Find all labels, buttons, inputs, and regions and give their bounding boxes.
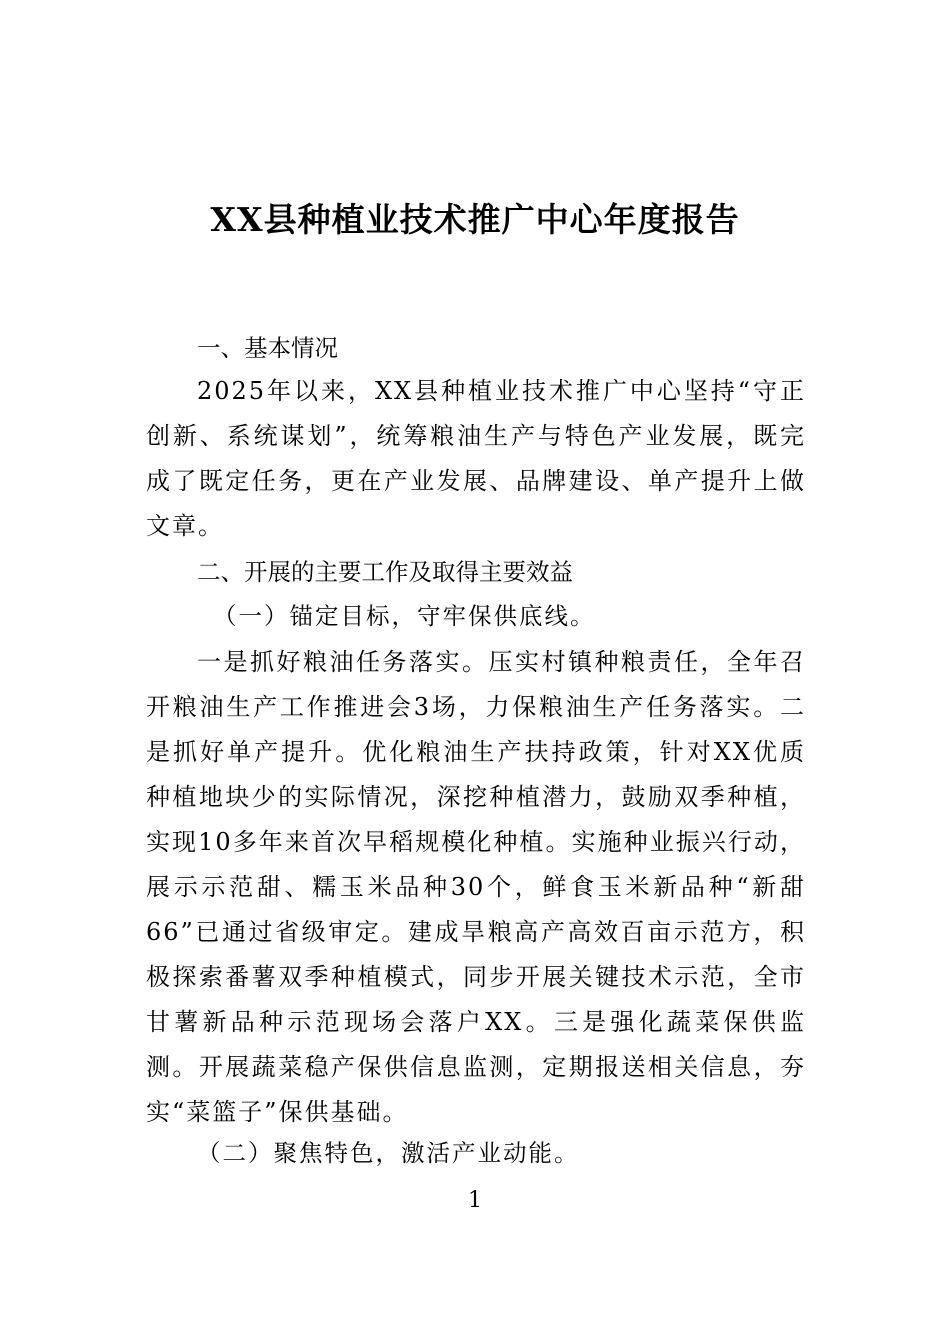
paragraph-targets: 一是抓好粮油任务落实。压实村镇种粮责任，全年召开粮油生产工作推进会3场，力保粮油生产任务落实。二是抓好单产提升。优化粮油生产扶持政策，针对XX优质种植地块少的实际情况，深挖种植潜力，鼓励双季种植，实现10多年来首次早稻规模化种植。实施种业振兴行动，展示示范甜、糯玉米品种30个，鲜食玉米新品种“新甜66”已通过省级审定。建成旱粮高产高效百亩示范方，积极探索番薯双季种植模式，同步开展关键技术示范，全市甘薯新品种示范现场会落户XX。三是强化蔬菜保供监测。开展蔬菜稳产保供信息监测，定期报送相关信息，夯实“菜篮子”保供基础。 <box>146 648 806 1126</box>
document-title: XX县种植业技术推广中心年度报告 <box>210 200 740 239</box>
paragraph-basic-situation: 2025年以来，XX县种植业技术推广中心坚持“守正创新、系统谋划”，统筹粮油生产与特色产业发展，既完成了既定任务，更在产业发展、品牌建设、单产提升上做文章。 <box>146 377 806 540</box>
section-basic-situation-body <box>146 369 806 549</box>
page-number: 1 <box>468 1188 482 1213</box>
subsection-targets-body <box>146 640 806 1135</box>
subsection-heading-targets: （一）锚定目标，守牢保供底线。 <box>213 602 596 630</box>
section-heading-basic-situation: 一、基本情况 <box>197 334 338 362</box>
section-heading-main-work: 二、开展的主要工作及取得主要效益 <box>197 558 573 586</box>
subsection-heading-features: （二）聚焦特色，激活产业动能。 <box>197 1139 580 1167</box>
